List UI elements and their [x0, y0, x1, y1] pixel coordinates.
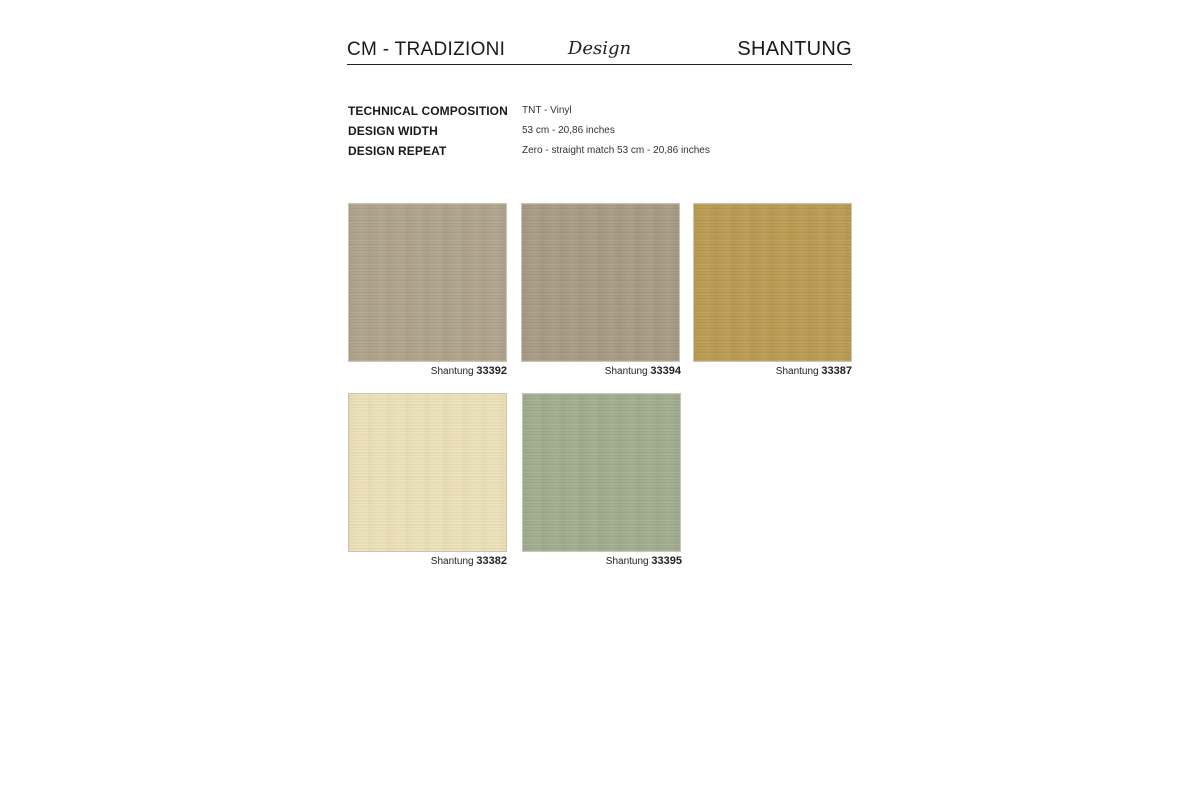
swatch-name: Shantung — [430, 556, 474, 567]
swatch-name: Shantung — [605, 556, 649, 567]
swatch-caption — [523, 555, 682, 567]
swatch-name: Shantung — [604, 366, 648, 377]
spec-label: DESIGN REPEAT — [348, 144, 447, 158]
swatch-caption — [522, 365, 681, 377]
swatch-caption — [693, 365, 852, 377]
technical-specs — [348, 104, 768, 164]
swatch-code: 33392 — [476, 365, 507, 377]
spec-label: TECHNICAL COMPOSITION — [348, 104, 508, 118]
swatch-code: 33387 — [821, 365, 852, 377]
swatch-33392[interactable] — [348, 203, 507, 362]
swatch-code: 33382 — [476, 555, 507, 567]
spec-value: Zero - straight match 53 cm - 20,86 inches — [522, 145, 710, 156]
swatch-33395[interactable] — [522, 393, 681, 552]
swatch-code: 33394 — [650, 365, 681, 377]
spec-label: DESIGN WIDTH — [348, 124, 438, 138]
spec-row-width — [348, 124, 768, 144]
spec-value: TNT - Vinyl — [522, 105, 572, 116]
swatch-33387[interactable] — [693, 203, 852, 362]
swatch-caption — [348, 365, 507, 377]
product-title: SHANTUNG — [737, 38, 852, 60]
page-header — [347, 36, 852, 65]
spec-row-composition — [348, 104, 768, 124]
swatch-code: 33395 — [651, 555, 682, 567]
collection-title: CM - TRADIZIONI — [347, 39, 506, 60]
design-label: Design — [567, 38, 632, 59]
spec-value: 53 cm - 20,86 inches — [522, 125, 615, 136]
swatch-caption — [348, 555, 507, 567]
swatch-name: Shantung — [775, 366, 819, 377]
swatch-name: Shantung — [430, 366, 474, 377]
spec-row-repeat — [348, 144, 768, 164]
swatch-33394[interactable] — [521, 203, 680, 362]
swatch-33382[interactable] — [348, 393, 507, 552]
